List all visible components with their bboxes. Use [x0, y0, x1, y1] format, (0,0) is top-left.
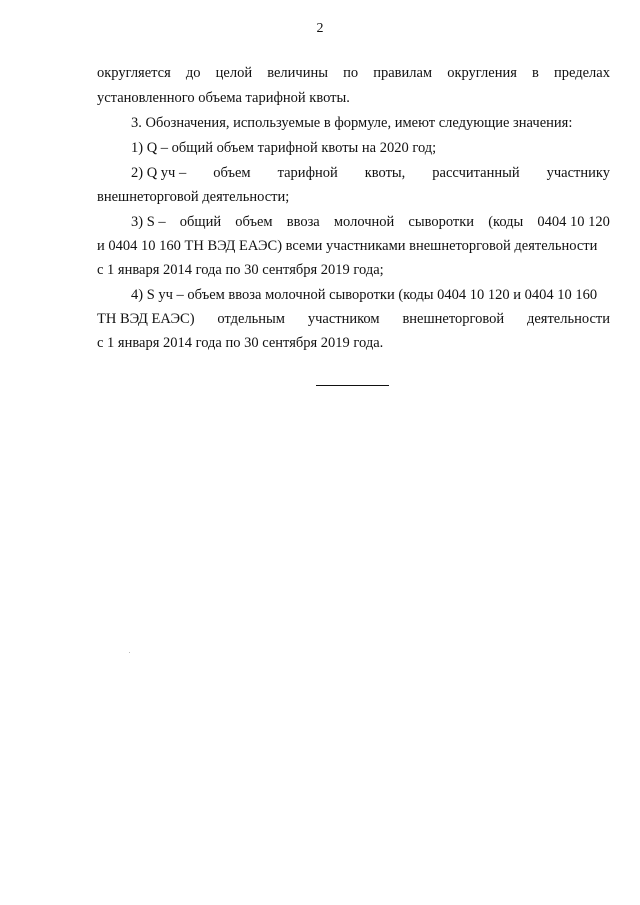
word: (коды [488, 214, 524, 230]
word: сыворотки [408, 214, 475, 230]
text-line [97, 309, 610, 329]
text-line [131, 212, 610, 232]
end-divider [316, 385, 389, 386]
scan-speck [129, 652, 130, 653]
word: округляется [97, 65, 171, 81]
word: общий [179, 214, 222, 230]
word: тарифной [277, 165, 338, 181]
word: правилам [373, 65, 433, 81]
word: величины [267, 65, 328, 81]
text-line: 4) S уч – объем ввоза молочной сыворотки (коды 0404 10 120 и 0404 10 160 [131, 287, 598, 303]
word: по [343, 65, 359, 81]
word: участником [307, 311, 380, 327]
word: 2) Q уч – [131, 165, 187, 181]
word: деятельности [526, 311, 610, 327]
word: ТН ВЭД ЕАЭС) [97, 311, 195, 327]
word: объем [213, 165, 251, 181]
word: отдельным [217, 311, 285, 327]
text-line [97, 63, 610, 83]
word: квоты, [364, 165, 406, 181]
word: до [185, 65, 201, 81]
text-line: с 1 января 2014 года по 30 сентября 2019 года; [97, 262, 384, 278]
text-line: установленного объема тарифной квоты. [97, 90, 350, 106]
word: внешнеторговой [402, 311, 505, 327]
word: округления [447, 65, 517, 81]
text-line: 3. Обозначения, используемые в формуле, имеют следующие значения: [131, 115, 573, 131]
text-line [131, 163, 610, 183]
word: 3) S – [131, 214, 166, 230]
word: участнику [546, 165, 610, 181]
text-line: внешнеторговой деятельности; [97, 189, 290, 205]
word: 0404 10 120 [537, 214, 610, 230]
word: рассчитанный [432, 165, 520, 181]
word: ввоза [286, 214, 320, 230]
text-line: с 1 января 2014 года по 30 сентября 2019 года. [97, 335, 384, 351]
word: целой [215, 65, 253, 81]
text-line: и 0404 10 160 ТН ВЭД ЕАЭС) всеми участниками внешнеторговой деятельности [97, 238, 598, 254]
text-line: 1) Q – общий объем тарифной квоты на 2020 год; [131, 140, 437, 156]
word: молочной [333, 214, 395, 230]
word: объем [235, 214, 273, 230]
word: пределах [553, 65, 610, 81]
word: в [532, 65, 539, 81]
page-number: 2 [316, 21, 324, 36]
